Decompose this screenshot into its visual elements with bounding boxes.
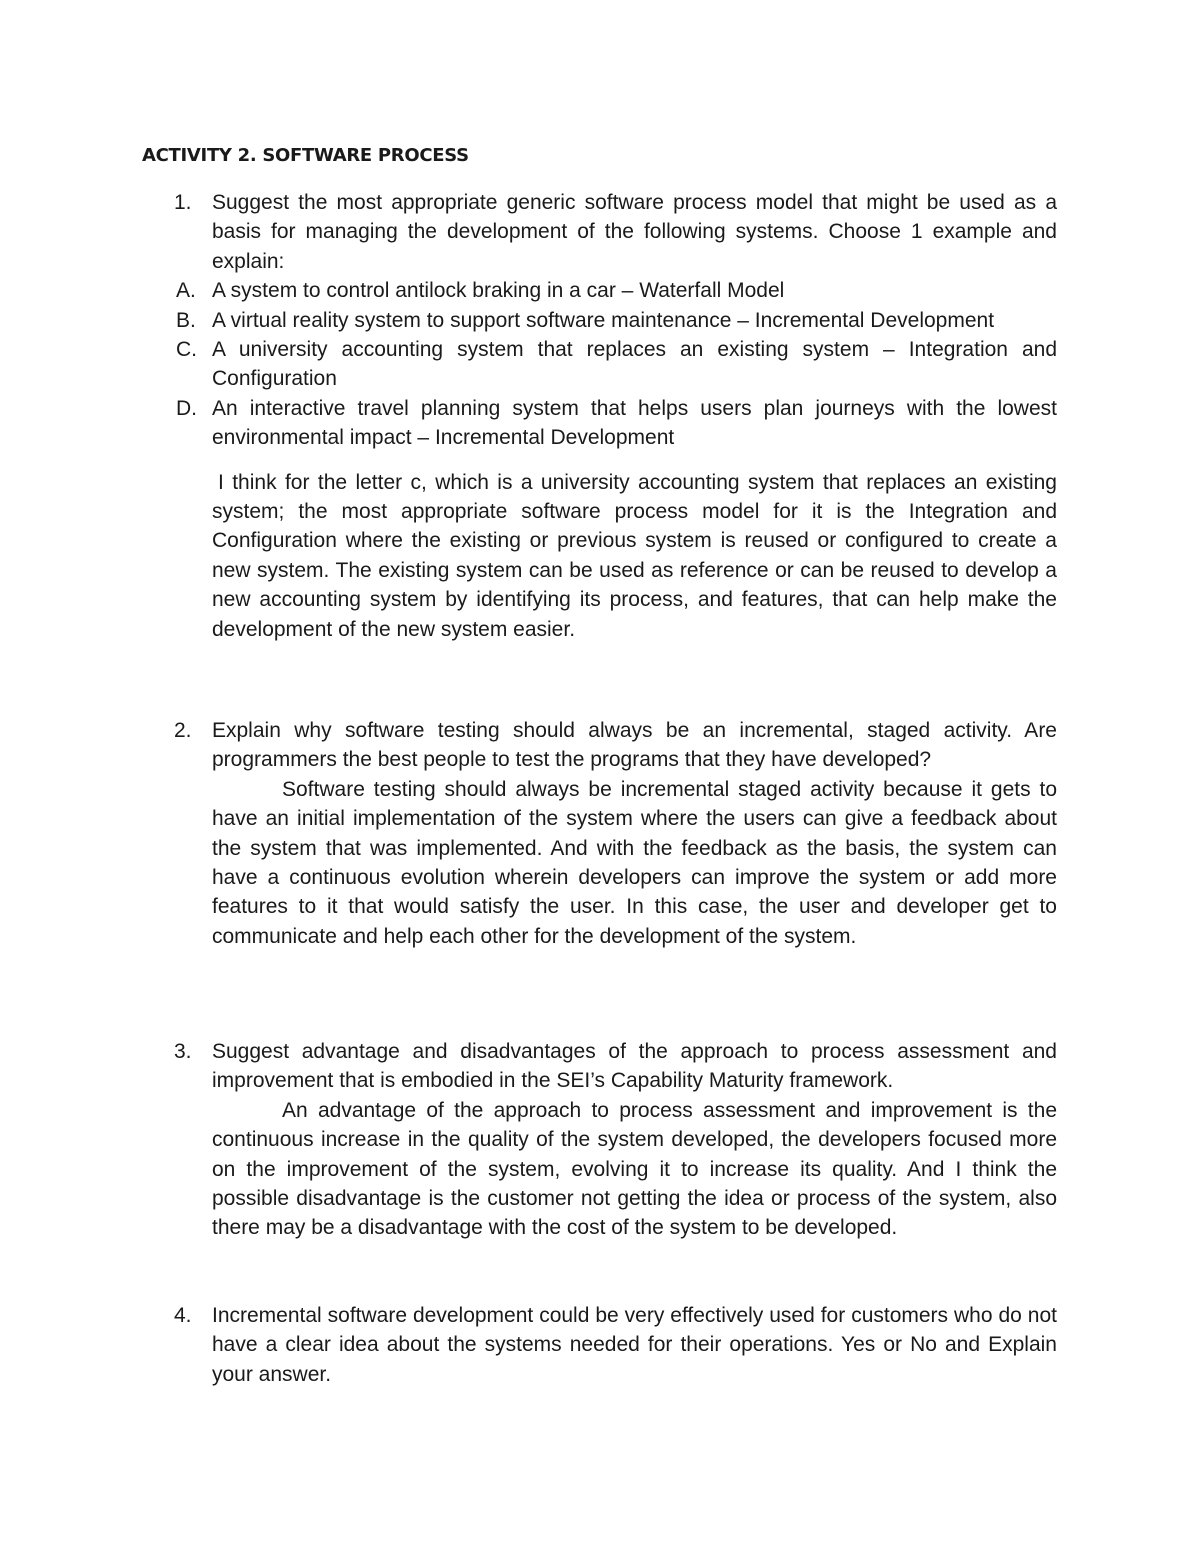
option-letter: B. xyxy=(176,308,196,332)
option-item xyxy=(142,276,1057,305)
question-body xyxy=(212,716,1057,951)
question-body xyxy=(212,1301,1057,1389)
answer-text: I think for the letter c, which is a university accounting system that replaces an existing system; the most appropriate software process model for it is the Integration and Configuration where the existing or previous system is reused or configured to create a new system. The existing system can be used as reference or can be reused to develop a new accounting system by identifying its process, and features, that can help make the development of the new system easier. xyxy=(212,470,1057,641)
option-list xyxy=(142,276,1057,452)
question-prompt: Incremental software development could be very effectively used for customers who do not have a clear idea about the systems needed for their operations. Yes or No and Explain your answer. xyxy=(212,1304,1057,1386)
option-item xyxy=(142,335,1057,394)
option-item xyxy=(142,394,1057,453)
answer-text: An advantage of the approach to process assessment and improvement is the continuous increase in the quality of the system developed, the developers focused more on the improvement of the system, evolving it to increase its quality. And I think the possible disadvantage is the customer not getting the idea or process of the system, also there may be a disadvantage with the cost of the system to be developed. xyxy=(212,1098,1057,1240)
question-prompt: Explain why software testing should always be an incremental, staged activity. Are programmers the best people to test the programs that they have developed? xyxy=(212,719,1057,772)
question-prompt: Suggest advantage and disadvantages of the approach to process assessment and improvement that is embodied in the SEI’s Capability Maturity framework. xyxy=(212,1040,1057,1093)
question-body xyxy=(212,1037,1057,1243)
question-number: 3. xyxy=(174,1040,192,1063)
question-number: 4. xyxy=(174,1304,192,1327)
page-title: ACTIVITY 2. SOFTWARE PROCESS xyxy=(142,145,469,166)
option-letter: A. xyxy=(176,279,196,303)
question-body xyxy=(176,188,1057,644)
option-letter: C. xyxy=(176,338,197,362)
option-text: A system to control antilock braking in a car – Waterfall Model xyxy=(212,279,785,303)
option-letter: D. xyxy=(176,396,197,420)
option-text: An interactive travel planning system that helps users plan journeys with the lowest environmental impact – Incremental Development xyxy=(212,396,1057,450)
question-number: 2. xyxy=(174,719,192,742)
option-item xyxy=(142,306,1057,335)
option-text: A virtual reality system to support software maintenance – Incremental Development xyxy=(212,308,995,332)
option-text: A university accounting system that replaces an existing system – Integration and Configuration xyxy=(212,338,1057,391)
answer-text: Software testing should always be incremental staged activity because it gets to have an initial implementation of the system where the users can give a feedback about the system that was implemented. And with the feedback as the basis, the system can have a continuous evolution wherein developers can improve the system or add more features to it that would satisfy the user. In this case, the user and developer get to communicate and help each other for the development of the system. xyxy=(212,777,1057,948)
question-prompt: Suggest the most appropriate generic software process model that might be used as a basis for managing the development of the following systems. Choose 1 example and explain: xyxy=(212,191,1057,273)
question-number: 1. xyxy=(174,191,192,214)
